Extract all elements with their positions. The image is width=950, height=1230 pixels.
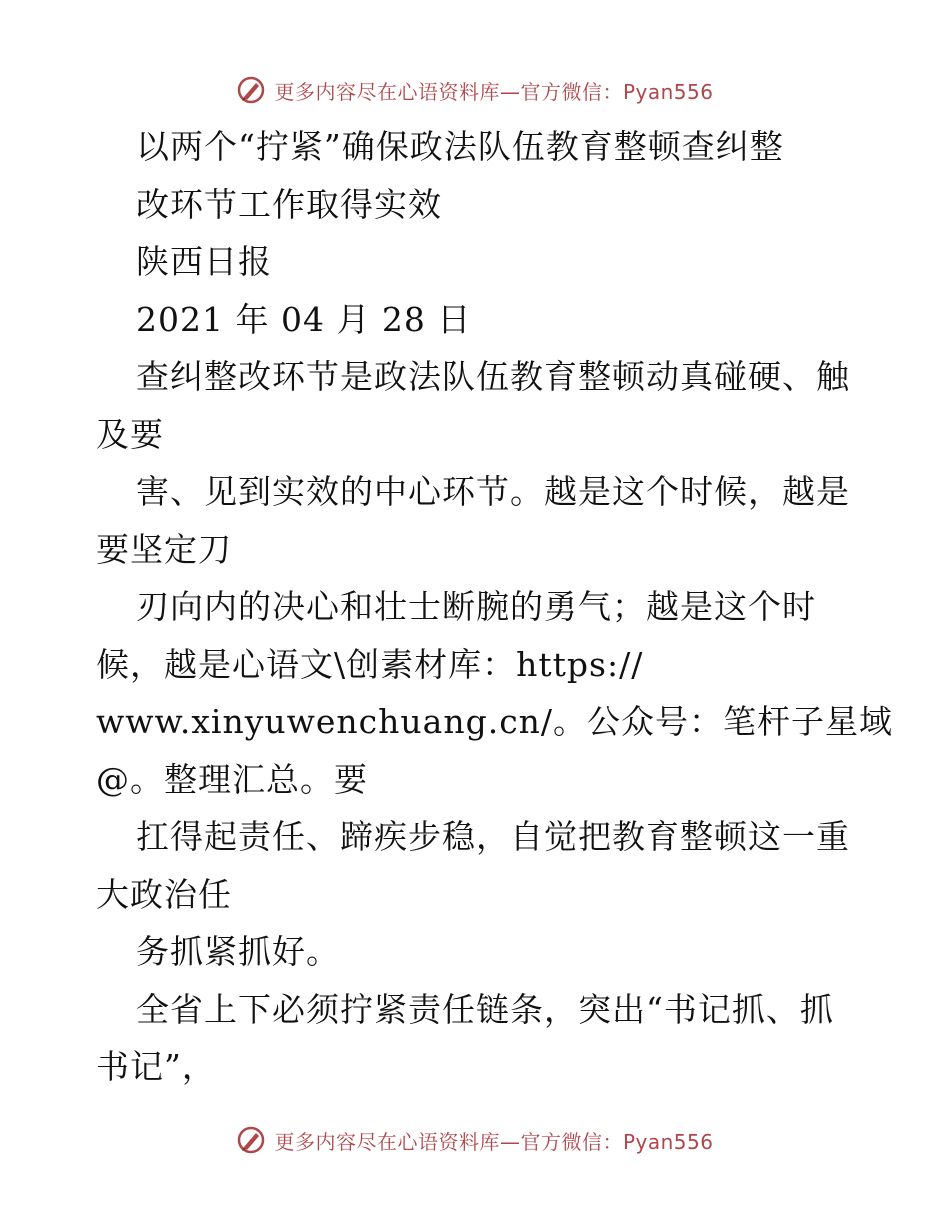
paragraph-line: 刃向内的决心和壮士断腕的勇气；越是这个时 [136,587,816,626]
paragraph-line: 务抓紧抓好。 [136,932,340,971]
paragraph-line: 及要 [96,414,164,454]
paragraph-line: 书记”， [96,1047,216,1086]
article-body [96,118,894,1096]
header-banner [0,70,950,110]
pen-logo-icon [236,1125,266,1155]
article-source: 陕西日报 [136,242,272,281]
article-date: 2021 年 04 月 28 日 [136,299,472,339]
paragraph-line: 害、见到实效的中心环节。越是这个时候，越是 [136,472,850,511]
paragraph-line: 查纠整改环节是政法队伍教育整顿动真碰硬、触 [136,357,850,396]
paragraph-line: 要坚定刀 [96,529,232,569]
header-banner-text: 更多内容尽在心语资料库—官方微信：Pyan556 [274,79,714,104]
paragraph-line: @。整理汇总。要 [96,759,368,799]
article-title-line-1: 以两个“拧紧”确保政法队伍教育整顿查纠整 [136,127,784,166]
pen-logo-icon [236,75,266,105]
article-title-line-2: 改环节工作取得实效 [136,184,442,224]
footer-banner-text: 更多内容尽在心语资料库—官方微信：Pyan556 [274,1129,714,1154]
footer-banner [0,1120,950,1160]
paragraph-line: 全省上下必须拧紧责任链条，突出“书记抓、抓 [136,989,834,1029]
paragraph-line: 大政治任 [96,874,232,914]
paragraph-line: 候，越是心语文\创素材库：https:// [96,644,644,684]
paragraph-line: 扛得起责任、蹄疾步稳，自觉把教育整顿这一重 [136,817,850,856]
paragraph-line: www.xinyuwenchuang.cn/。公众号：笔杆子星域 [96,702,894,741]
